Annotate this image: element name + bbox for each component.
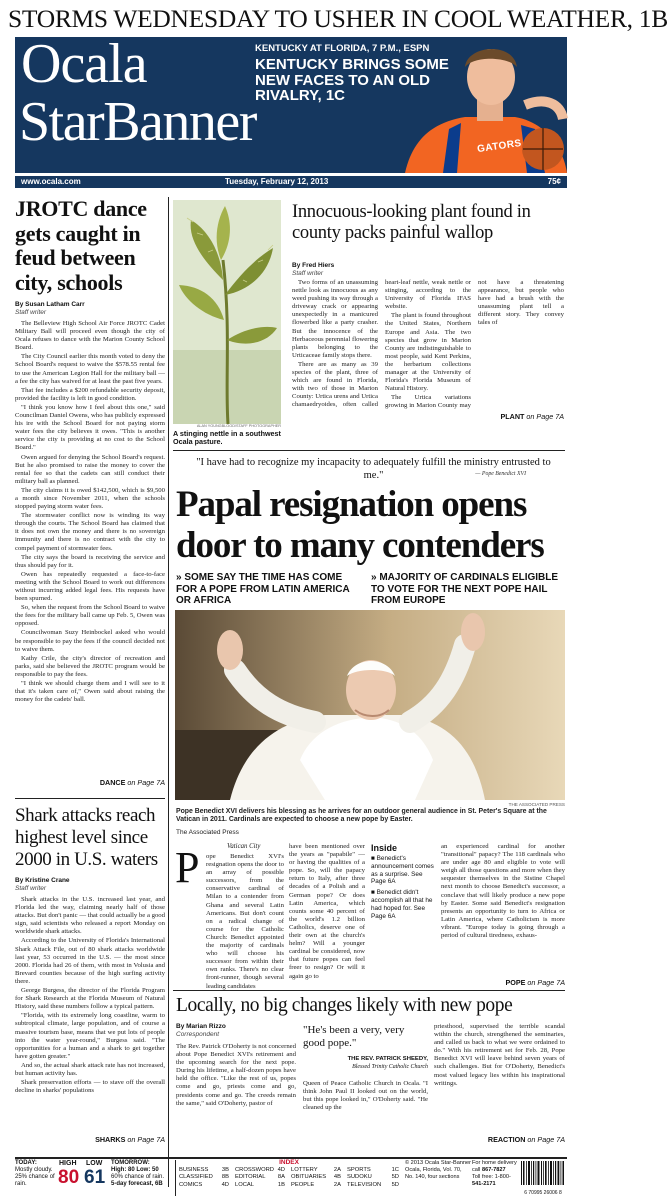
publication-info <box>405 1160 471 1181</box>
index-item-page: 3B <box>221 1167 229 1173</box>
jrotc-paragraph: The City Council earlier this month voted to deny the School Board's request to waive the $578.55 rental fee to use the American Legion Hall for the military ball — a fee the city has waived for at least the past five years. <box>15 353 165 385</box>
pope-column-4 <box>441 843 565 975</box>
weather-tomorrow-text: High: 80 Low: 50 <box>111 1167 159 1173</box>
local-column-3 <box>434 1023 565 1133</box>
index-item-page: 4D <box>277 1167 285 1173</box>
jrotc-jump-page: on Page 7A <box>127 778 165 787</box>
left-story-divider <box>15 798 165 799</box>
pope-column-2-text: have been mentioned over the years as "papabile" — or having the qualities of a pope. So, will the papacy return to Italy, after three decades of a Polish and a German pope? Or does Latin America, which counts some 40 percent of the world's 1.2 billion Catholics, deserve one of their own at the church's helm? Will a younger cardinal be considered, now that future popes can feel freer to resign? Or will it again go to <box>289 843 365 980</box>
plant-jump-link[interactable] <box>480 412 564 421</box>
tollfree-label: Toll free: 1-800- <box>472 1174 511 1180</box>
jrotc-paragraph: The stormwater conflict now is winding its way through the courts. The School Board has claimed that it does not own the money and there is no sovereign immunity and there is no contract with the city to compel payment of stormwater fees. <box>15 512 165 552</box>
index-item-page: 4B <box>333 1174 341 1181</box>
shark-jump-page: on Page 7A <box>127 1135 165 1144</box>
index-item-page: 5D <box>391 1174 399 1181</box>
nettle-photo-credit: ALAN YOUNGBLOOD/STAFF PHOTOGRAPHER <box>196 424 281 428</box>
index-item-name: CLASSIFIED <box>179 1174 213 1181</box>
jrotc-jump-link[interactable] <box>15 778 165 787</box>
jrotc-story <box>15 197 165 795</box>
index-item-name: SPORTS <box>347 1167 371 1173</box>
plant-headline[interactable]: Innocuous-looking plant found in county packs painful wallop <box>292 202 531 243</box>
jrotc-paragraph: So, when the request from the School Board to waive the fees for the military ball came up Feb. 5, Owen was opposed. <box>15 604 165 628</box>
pope-headline[interactable]: Papal resignation opens door to many contenders <box>176 484 544 566</box>
local-column-2-text: Queen of Peace Catholic Church in Ocala. "I think John Paul II looked out on the world, but this pope looked in," O'Doherty said. "He cleaned up the <box>303 1080 428 1112</box>
weather-low-label: LOW <box>86 1160 103 1167</box>
copyright: © 2013 Ocala Star-Banner <box>405 1160 471 1166</box>
index-item-name: EDITORIAL <box>235 1174 266 1181</box>
plant-paragraph: The plant is found throughout the United States, Northern Europe and Asia. The two species that grow in Marion County are indistinguishable to most people, said Kent Perkins, the herbarium collections manager at the University of Florida's Florida Museum of Natural History. <box>385 312 471 393</box>
issue-price: 75¢ <box>547 177 561 186</box>
index-item[interactable] <box>179 1167 229 1174</box>
jrotc-role: Staff writer <box>15 308 47 316</box>
index-item-page: 5D <box>391 1181 399 1188</box>
weather-today-label: TODAY: <box>15 1160 37 1166</box>
pope-photo-caption: Pope Benedict XVI delivers his blessing as he arrives for an outdoor general audience in St. Peter's Square at the Vatican in 2011. Cardinals are expected to choose a new pope by Easter. <box>176 808 547 824</box>
shark-byline <box>15 877 165 892</box>
index-item[interactable] <box>235 1174 285 1181</box>
local-byline <box>176 1023 296 1038</box>
weather-high-value: 80 <box>58 1167 80 1188</box>
jersey-text: GATORS <box>476 137 523 156</box>
shark-role: Staff writer <box>15 884 47 892</box>
index-item-name: LOTTERY <box>291 1167 318 1173</box>
local-pull-quote-name: THE REV. PATRICK SHEEDY, <box>347 1056 428 1062</box>
index-item[interactable] <box>347 1174 399 1181</box>
jrotc-paragraph: Owen has repeatedly requested a face-to-face meeting with the School Board to work out differences without incurring added legal fees. His requests have been spurned. <box>15 570 165 603</box>
plant-paragraph: There are as many as 39 species of the plant, three of which are found in Florida, with two of those in Marion County: Urtica urens and Urtica chamaedryoides, often called heart-leaf nettle, weak nettle or stinging, according to the University of Florida IFAS website. <box>292 279 471 409</box>
local-pull-quote: "He's been a very, very good pope." <box>303 1024 405 1049</box>
tollfree-number[interactable]: 541-2171 <box>472 1181 496 1187</box>
shark-paragraph: Shark attacks in the U.S. increased last year, and Florida led the way, claiming nearly half of those attacks. But don't panic — that could actually be a good sign, said scientists who released a report Monday on worldwide shark attacks. <box>15 896 165 936</box>
jrotc-paragraph: Kathy Crile, the city's director of recreation and parks, said she believed the JROTC program would be responsible to pay the fees. <box>15 654 165 678</box>
plant-author: By Fred Hiers <box>292 262 335 269</box>
inside-label: Inside <box>371 843 398 853</box>
local-jump-label: REACTION <box>487 1135 526 1144</box>
publication-address: Ocala, Florida, Vol. 70, No. 140, four sections <box>405 1167 462 1180</box>
pope-subhead-right: » MAJORITY OF CARDINALS ELIGIBLE TO VOTE FOR THE NEXT POPE HAIL FROM EUROPE <box>371 572 559 606</box>
pope-column-1-text: ope Benedict XVI's resignation opens the door to an array of possible successors, from the conservative cardinal of Milan to a contender from Ghana and several Latin Americans. But don't count on a radical change of course for the Catholic Church: Benedict appointed the majority of cardinals who will choose his successor from within their own ranks. There's no clear front-runner, though several leading candidates <box>206 853 284 990</box>
index-item-name: OBITUARIES <box>291 1174 327 1181</box>
website-link[interactable]: www.ocala.com <box>21 177 81 186</box>
local-jump-link[interactable] <box>470 1135 565 1144</box>
plant-jump-label: PLANT <box>500 412 525 421</box>
index-item-name: CROSSWORD <box>235 1167 274 1173</box>
plant-role: Staff writer <box>292 269 324 277</box>
delivery-label: For home delivery call <box>472 1160 517 1173</box>
jrotc-paragraph: The city claims it is owed $142,500, which is $9,500 a month since November 2011, when the schools stopped paying storm water fees. <box>15 486 165 511</box>
index-item[interactable] <box>179 1182 229 1189</box>
plant-body <box>292 279 564 411</box>
index-item[interactable] <box>235 1167 285 1174</box>
local-author: By Marian Rizzo <box>176 1023 226 1030</box>
index-item-page: 2A <box>333 1181 341 1188</box>
index-item[interactable] <box>347 1167 399 1174</box>
pope-quote: "I have had to recognize my incapacity to adequately fulfill the ministry entrusted to me." <box>196 457 551 481</box>
jrotc-paragraph: That fee includes a $200 refundable security deposit, provided the facility is left in good condition. <box>15 386 165 402</box>
index-item[interactable] <box>291 1174 341 1181</box>
left-column-divider <box>168 197 169 1187</box>
index-title: INDEX <box>279 1159 299 1166</box>
weather-high-label: HIGH <box>59 1160 77 1167</box>
index-item-name: BUSINESS <box>179 1167 209 1173</box>
shark-body <box>15 896 165 1133</box>
skybox-headline: STORMS WEDNESDAY TO USHER IN COOL WEATHER, 1B <box>8 4 668 33</box>
plant-paragraph: The Urtica variations growing in Marion County may not have a threatening appearance, but people who have had a brush with the unassuming plant tell a different story. They convey tales of <box>385 279 564 410</box>
inside-item-1[interactable]: ■ Benedict's announcement comes as a surprise. See Page 6A <box>371 855 434 886</box>
plant-paragraph: Two forms of an unassuming nettle look as innocuous as any weed pushing its way through a driveway crack or appearing unexpectedly in a manicured flowerbed like a party crasher. But the innocence of the Herbaceous perennial flowering plants belonging to the Urticaceae family stops there. <box>292 279 378 359</box>
shark-author: By Kristine Crane <box>15 877 70 884</box>
delivery-info <box>472 1160 518 1188</box>
weather-low-value: 61 <box>84 1167 106 1188</box>
plant-jump-page: on Page 7A <box>526 412 564 421</box>
weather-today-text: Mostly cloudy. 25% chance of rain. <box>15 1167 55 1187</box>
index-item[interactable] <box>179 1174 229 1181</box>
pope-jump-page: on Page 7A <box>527 978 565 987</box>
local-column-1-text: The Rev. Patrick O'Doherty is not concerned about Pope Benedict XVI's retirement and the upcoming search for the next pope. During his lifetime, a half-dozen popes have held the office. "Like the rest of us, popes come and go, priests come and go, presidents come and go. The creeds remain the same," said O'Doherty, pastor of <box>176 1043 296 1107</box>
index-item-name: COMICS <box>179 1181 203 1188</box>
local-headline[interactable]: Locally, no big changes likely with new pope <box>176 995 513 1016</box>
index-item[interactable] <box>291 1167 341 1174</box>
jrotc-paragraph: "I think you know how I feel about this one," said Councilman Daniel Owens, who has publicly expressed his ire with the School Board for not paying storm water fees the city believes it owes. "This is another service the city is providing at no cost to the School Board." <box>15 403 165 452</box>
index-item-name: LOCAL <box>235 1181 255 1188</box>
shark-paragraph: And so, the actual shark attack rate has not increased, but human activity has. <box>15 1061 165 1077</box>
weather-tomorrow <box>111 1160 177 1188</box>
index-item-name: SUDOKU <box>347 1174 372 1181</box>
shark-jump-label: SHARKS <box>95 1135 126 1144</box>
index-item-page: 8B <box>221 1174 229 1181</box>
jrotc-author: By Susan Latham Carr <box>15 301 85 308</box>
local-jump-page: on Page 7A <box>527 1135 565 1144</box>
shark-paragraph: According to the University of Florida's International Shark Attack File, out of 80 shark attacks worldwide last year, 53 occurred in the U.S. — the most since 2000. Florida had 26 of them, with most in Volusia and Brevard counties because of the high surfing activity there. <box>15 937 165 985</box>
barcode-icon <box>520 1160 566 1190</box>
barcode-digits: 6 70995 26006 8 <box>524 1190 562 1196</box>
weather-today <box>15 1160 57 1188</box>
index-item[interactable] <box>347 1182 399 1189</box>
weather-tomorrow-rain: 60% chance of rain. <box>111 1174 165 1180</box>
index-item[interactable] <box>291 1182 341 1189</box>
promo-headline[interactable]: KENTUCKY BRINGS SOME NEW FACES TO AN OLD RIVALRY, 1C <box>255 56 449 104</box>
pope-column-1 <box>206 853 284 990</box>
pope-photo-credit: THE ASSOCIATED PRESS <box>508 802 565 807</box>
pope-jump-label: POPE <box>505 978 526 987</box>
jrotc-paragraph: Owen argued for denying the School Board's request. But he also promised to raise the money to cover the rental fee so that the cadets can still conduct their military ball as planned. <box>15 453 165 485</box>
jrotc-paragraph: The city says the board is receiving the service and thus should pay for it. <box>15 553 165 569</box>
index-item-page: 4D <box>221 1181 229 1188</box>
pope-bottom-rule <box>173 990 565 991</box>
index-item-name: PEOPLE <box>291 1181 315 1188</box>
pope-jump-link[interactable] <box>480 978 565 987</box>
local-role: Correspondent <box>176 1030 219 1038</box>
shark-paragraph: George Burgess, the director of the Florida Program for Shark Research at the Florida Museum of Natural History, said these numbers follow a typical pattern. <box>15 987 165 1011</box>
inside-item-1-text: Benedict's announcement comes as a surprise. See Page 6A <box>371 855 434 886</box>
pope-dropcap: P <box>175 843 200 892</box>
pope-column-2 <box>289 843 365 985</box>
shark-headline[interactable]: Shark attacks reach highest level since 2000 in U.S. waters <box>15 805 158 870</box>
jrotc-headline[interactable]: JROTC dance gets caught in feud between city, schools <box>15 196 147 295</box>
pope-dateline: Vatican City <box>227 843 261 850</box>
shark-jump-link[interactable] <box>15 1135 165 1144</box>
local-column-2 <box>303 1080 428 1122</box>
pope-column-4-text: an experienced cardinal for another "transitional" papacy? The 118 cardinals who are under age 80 and eligible to vote will weigh all those questions and more when they sequester themselves in the Sistine Chapel next month to choose Benedict's successor, a conclave that will likely produce a new pope by Easter. Some said Benedict's resignation presents an opportunity to turn to Africa or Latin America, where Catholicism is more vibrant. "Europe today is going through a period of cultural tiredness, exhaus- <box>441 843 565 940</box>
delivery-number[interactable]: 867-7827 <box>481 1167 506 1173</box>
local-pull-quote-title: Blessed Trinity Catholic Church <box>352 1064 428 1070</box>
inside-item-2[interactable]: ■ Benedict didn't accomplish all that he had hoped for. See Page 6A <box>371 889 433 920</box>
jrotc-paragraph: "I think we should charge them and I will see to it that it's taken care of," Owen said about raising the money for the cadets' ball. <box>15 680 165 704</box>
jrotc-paragraph: The Belleview High School Air Force JROTC Cadet Military Ball will proceed even though the city of Ocala refuses to dance with the Marion County School Board. <box>15 320 165 352</box>
weather-tomorrow-label: TOMORROW: <box>111 1160 150 1166</box>
local-column-1 <box>176 1043 296 1156</box>
pope-author: The Associated Press <box>176 829 239 836</box>
masthead-banner <box>15 33 567 173</box>
jrotc-jump-label: DANCE <box>99 778 126 787</box>
index-item-page: 1C <box>391 1167 399 1173</box>
index-item-page: 2A <box>333 1167 341 1173</box>
shark-paragraph: Shark preservation efforts — to stave off the overall decline in sharks' populations <box>15 1079 165 1095</box>
pope-inside-box <box>371 843 437 983</box>
masthead-info-bar <box>15 176 567 188</box>
index-item[interactable] <box>235 1182 285 1189</box>
promo-kicker[interactable]: KENTUCKY AT FLORIDA, 7 P.M., ESPN <box>255 43 430 54</box>
index-item-page: 1B <box>277 1181 285 1188</box>
shark-story <box>15 805 165 1185</box>
masthead-name-line1: Ocala <box>21 33 147 95</box>
index-item-page: 8A <box>277 1174 285 1181</box>
shark-paragraph: "Florida, with its extremely long coastline, warm to subtropical climate, large population, and of course a massive tourism base, means that we put lots of people into the water year-round," Burgess said. "The opportunities for a human and a shark to get together have gotten greater." <box>15 1012 165 1060</box>
plant-bottom-rule <box>173 450 565 451</box>
masthead-name-line2: StarBanner <box>19 91 256 153</box>
local-column-3-text: priesthood, supervised the terrible scandal within the church, strengthened the seminaries, and called us back to what we were ordained to do." With his retirement set for Feb. 28, Pope Benedict XVI will leave behind seven years of such challenges. But for O'Doherty, Benedict's most valued legacy lies within his inspirational writings. <box>434 1023 565 1087</box>
index-item-name: TELEVISION <box>347 1181 382 1188</box>
pope-photo <box>175 610 565 800</box>
nettle-photo <box>173 200 281 424</box>
plant-byline <box>292 262 378 277</box>
issue-date: Tuesday, February 12, 2013 <box>225 177 329 186</box>
pope-subhead-left: » SOME SAY THE TIME HAS COME FOR A POPE FROM LATIN AMERICA OR AFRICA <box>176 572 350 606</box>
footer-divider <box>175 1160 176 1196</box>
nettle-caption: A stinging nettle in a southwest Ocala pasture. <box>173 429 281 447</box>
inside-item-2-text: Benedict didn't accomplish all that he had hoped for. See Page 6A <box>371 889 433 920</box>
jrotc-byline <box>15 301 165 316</box>
jrotc-body <box>15 320 165 776</box>
weather-forecast-link[interactable]: 5-day forecast, 6B <box>111 1181 163 1187</box>
jrotc-paragraph: Councilwoman Suzy Heinbockel asked who would be responsible to pay the fees if the council decided not to waive them. <box>15 629 165 653</box>
footer-bar <box>15 1160 567 1198</box>
pope-quote-attribution: — Pope Benedict XVI <box>475 471 526 477</box>
